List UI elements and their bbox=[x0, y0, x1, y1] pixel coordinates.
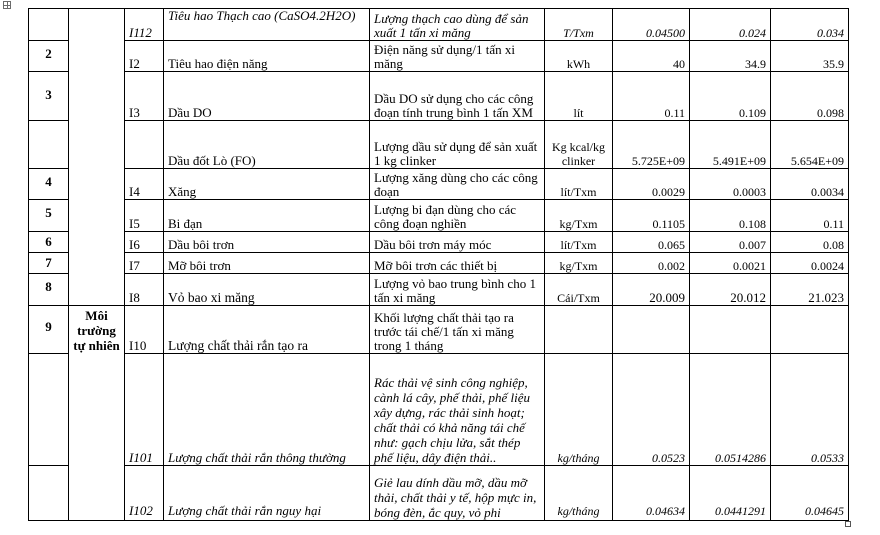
indicator-table bbox=[28, 8, 849, 521]
value-1: 0.04500 bbox=[613, 9, 690, 41]
table-row bbox=[29, 306, 849, 354]
value-3: 5.654E+09 bbox=[771, 121, 849, 169]
indicator-name: Tiêu hao điện năng bbox=[164, 41, 370, 72]
indicator-description: Lượng vỏ bao trung bình cho 1 tấn xi măng bbox=[370, 274, 545, 306]
value-2: 0.0003 bbox=[690, 169, 771, 200]
indicator-unit: lít bbox=[545, 72, 613, 121]
row-number: 9 bbox=[29, 306, 69, 354]
group-label: Môi trường tự nhiên bbox=[69, 306, 125, 521]
table-row bbox=[29, 72, 849, 121]
indicator-description: Lượng bi đạn dùng cho các công đoạn nghiền bbox=[370, 200, 545, 232]
row-number: 4 bbox=[29, 169, 69, 200]
table-row bbox=[29, 9, 849, 41]
indicator-code: I112 bbox=[125, 9, 164, 41]
value-1: 5.725E+09 bbox=[613, 121, 690, 169]
indicator-description: Rác thải vệ sinh công nghiệp, cành lá cây, phế thải, phế liệu xây dựng, rác thải sinh hoạt; chất thải có khả năng tái chế như: gạch chịu lửa, sắt thép phế liệu, dây điện thải.. bbox=[370, 354, 545, 466]
indicator-name: Dầu đốt Lò (FO) bbox=[164, 121, 370, 169]
value-1 bbox=[613, 306, 690, 354]
value-3: 0.08 bbox=[771, 232, 849, 253]
indicator-code: I7 bbox=[125, 253, 164, 274]
indicator-description: Dầu bôi trơn máy móc bbox=[370, 232, 545, 253]
row-number: 8 bbox=[29, 274, 69, 306]
indicator-name: Vỏ bao xi măng bbox=[164, 274, 370, 306]
group-cell-empty bbox=[69, 9, 125, 306]
value-2: 0.109 bbox=[690, 72, 771, 121]
indicator-unit: kg/tháng bbox=[545, 466, 613, 521]
indicator-code: I6 bbox=[125, 232, 164, 253]
indicator-name: Xăng bbox=[164, 169, 370, 200]
indicator-unit: kWh bbox=[545, 41, 613, 72]
value-1: 40 bbox=[613, 41, 690, 72]
value-1: 0.002 bbox=[613, 253, 690, 274]
table-row bbox=[29, 253, 849, 274]
value-3: 0.034 bbox=[771, 9, 849, 41]
indicator-code: I2 bbox=[125, 41, 164, 72]
row-number: 5 bbox=[29, 200, 69, 232]
row-number bbox=[29, 121, 69, 169]
indicator-code: I102 bbox=[125, 466, 164, 521]
value-2: 0.007 bbox=[690, 232, 771, 253]
value-3: 35.9 bbox=[771, 41, 849, 72]
indicator-unit: kg/Txm bbox=[545, 200, 613, 232]
value-1: 20.009 bbox=[613, 274, 690, 306]
indicator-code: I3 bbox=[125, 72, 164, 121]
value-3: 0.0533 bbox=[771, 354, 849, 466]
value-1: 0.04634 bbox=[613, 466, 690, 521]
value-1: 0.0523 bbox=[613, 354, 690, 466]
value-2 bbox=[690, 306, 771, 354]
table-row bbox=[29, 232, 849, 253]
indicator-code: I4 bbox=[125, 169, 164, 200]
indicator-unit: T/Txm bbox=[545, 9, 613, 41]
indicator-code bbox=[125, 121, 164, 169]
row-number: 7 bbox=[29, 253, 69, 274]
indicator-description: Điện năng sử dụng/1 tấn xi măng bbox=[370, 41, 545, 72]
indicator-name: Mỡ bôi trơn bbox=[164, 253, 370, 274]
indicator-unit: kg/tháng bbox=[545, 354, 613, 466]
value-3: 0.0024 bbox=[771, 253, 849, 274]
value-1: 0.1105 bbox=[613, 200, 690, 232]
row-number bbox=[29, 354, 69, 466]
value-2: 0.024 bbox=[690, 9, 771, 41]
value-2: 0.0514286 bbox=[690, 354, 771, 466]
value-1: 0.0029 bbox=[613, 169, 690, 200]
indicator-description: Giẻ lau dính dầu mỡ, dầu mỡ thải, chất thải y tế, hộp mực in, bóng đèn, ắc quy, vỏ phi bbox=[370, 466, 545, 521]
table-row bbox=[29, 466, 849, 521]
indicator-code: I5 bbox=[125, 200, 164, 232]
value-3: 21.023 bbox=[771, 274, 849, 306]
indicator-unit: Cái/Txm bbox=[545, 274, 613, 306]
value-3: 0.04645 bbox=[771, 466, 849, 521]
value-2: 20.012 bbox=[690, 274, 771, 306]
value-1: 0.065 bbox=[613, 232, 690, 253]
table-row bbox=[29, 354, 849, 466]
indicator-name: Tiêu hao Thạch cao (CaSO4.2H2O) bbox=[164, 9, 370, 41]
indicator-code: I10 bbox=[125, 306, 164, 354]
indicator-name: Dầu bôi trơn bbox=[164, 232, 370, 253]
value-2: 34.9 bbox=[690, 41, 771, 72]
table-row bbox=[29, 274, 849, 306]
indicator-name: Dầu DO bbox=[164, 72, 370, 121]
indicator-unit: Kg kcal/kg clinker bbox=[545, 121, 613, 169]
value-1: 0.11 bbox=[613, 72, 690, 121]
value-2: 0.108 bbox=[690, 200, 771, 232]
row-number: 6 bbox=[29, 232, 69, 253]
indicator-description: Mỡ bôi trơn các thiết bị bbox=[370, 253, 545, 274]
indicator-unit: lít/Txm bbox=[545, 232, 613, 253]
table-row bbox=[29, 121, 849, 169]
value-3: 0.0034 bbox=[771, 169, 849, 200]
indicator-unit: lít/Txm bbox=[545, 169, 613, 200]
indicator-description: Dầu DO sử dụng cho các công đoạn tính trung bình 1 tấn XM bbox=[370, 72, 545, 121]
indicator-name: Bi đạn bbox=[164, 200, 370, 232]
indicator-unit bbox=[545, 306, 613, 354]
value-2: 0.0441291 bbox=[690, 466, 771, 521]
indicator-name: Lượng chất thải rắn tạo ra bbox=[164, 306, 370, 354]
value-3 bbox=[771, 306, 849, 354]
row-number bbox=[29, 9, 69, 41]
value-2: 5.491E+09 bbox=[690, 121, 771, 169]
table-row bbox=[29, 200, 849, 232]
value-3: 0.098 bbox=[771, 72, 849, 121]
value-2: 0.0021 bbox=[690, 253, 771, 274]
value-3: 0.11 bbox=[771, 200, 849, 232]
table-move-handle-icon[interactable] bbox=[3, 1, 11, 9]
indicator-description: Lượng dầu sử dụng để sản xuất 1 kg clinker bbox=[370, 121, 545, 169]
indicator-description: Lượng thạch cao dùng để sản xuất 1 tấn xi măng bbox=[370, 9, 545, 41]
table-resize-handle-icon[interactable] bbox=[845, 521, 851, 527]
indicator-unit: kg/Txm bbox=[545, 253, 613, 274]
indicator-description: Lượng xăng dùng cho các công đoạn bbox=[370, 169, 545, 200]
indicator-name: Lượng chất thải rắn nguy hại bbox=[164, 466, 370, 521]
indicator-code: I101 bbox=[125, 354, 164, 466]
table-row bbox=[29, 41, 849, 72]
indicator-name: Lượng chất thải rắn thông thường bbox=[164, 354, 370, 466]
row-number bbox=[29, 466, 69, 521]
table-row bbox=[29, 169, 849, 200]
row-number: 2 bbox=[29, 41, 69, 72]
indicator-code: I8 bbox=[125, 274, 164, 306]
row-number: 3 bbox=[29, 72, 69, 121]
indicator-description: Khối lượng chất thải tạo ra trước tái chế/1 tấn xi măng trong 1 tháng bbox=[370, 306, 545, 354]
